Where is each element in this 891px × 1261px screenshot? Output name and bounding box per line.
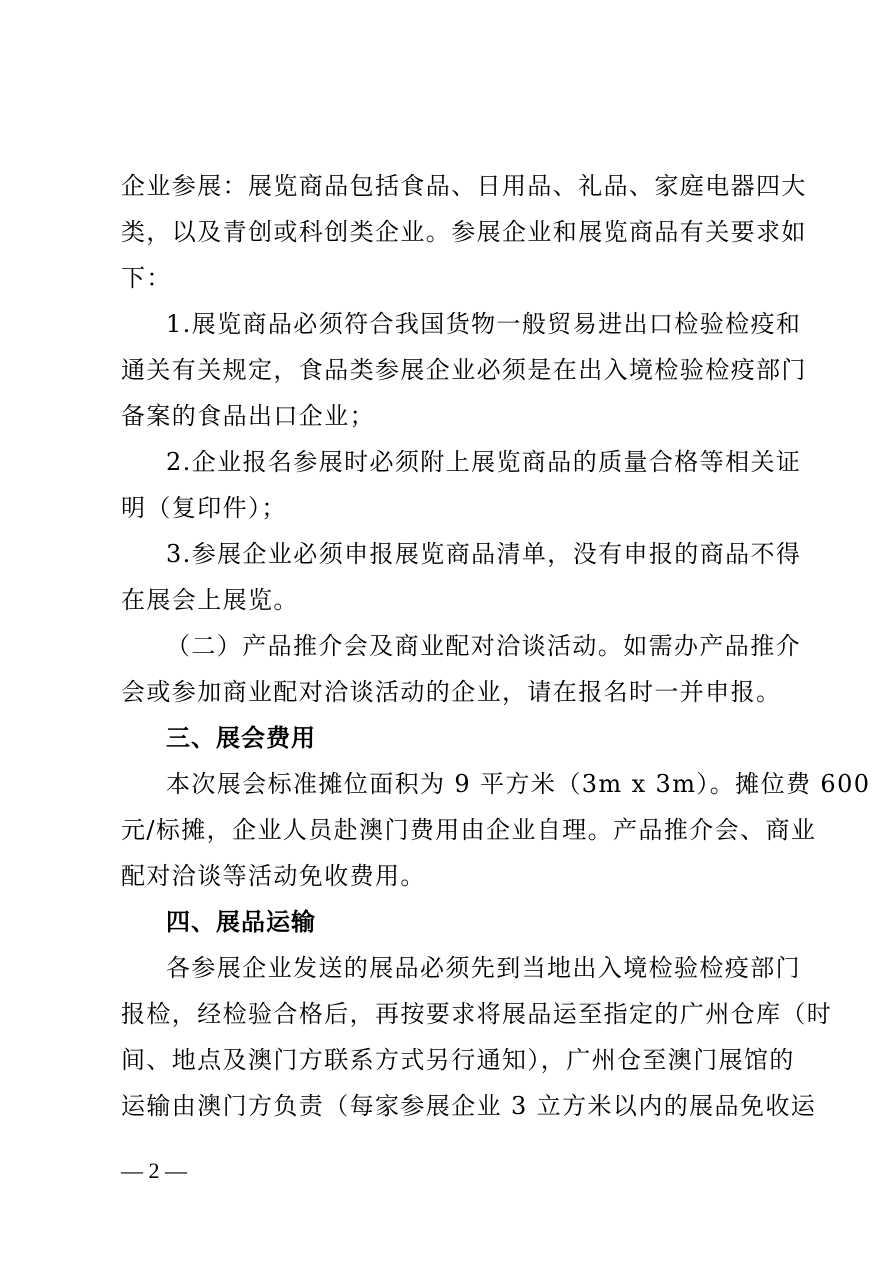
body-text-line: 备案的食品出口企业； (121, 402, 375, 430)
body-text-line: 下： (121, 264, 172, 292)
body-text-line: 企业参展：展览商品包括食品、日用品、礼品、家庭电器四大 (121, 172, 807, 200)
page-number: — 2 — (121, 1158, 187, 1183)
body-text-line: 报检，经检验合格后，再按要求将展品运至指定的广州仓库（时 (121, 1000, 833, 1028)
body-text-line: 类，以及青创或科创类企业。参展企业和展览商品有关要求如 (121, 218, 807, 246)
body-text-line: 各参展企业发送的展品必须先到当地出入境检验检疫部门 (166, 954, 801, 982)
body-text-line: 明（复印件）； (121, 494, 287, 522)
body-text-line: 会或参加商业配对洽谈活动的企业，请在报名时一并申报。 (121, 678, 782, 706)
section-heading-transport: 四、展品运输 (166, 908, 316, 936)
section-heading-fees: 三、展会费用 (166, 724, 316, 752)
body-text-line: 配对洽谈等活动免收费用。 (121, 862, 426, 890)
body-text-line: 本次展会标准摊位面积为 9 平方米（3m x 3m）。摊位费 600 (166, 770, 871, 798)
body-text-line: 2.企业报名参展时必须附上展览商品的质量合格等相关证 (166, 448, 802, 476)
body-text-line: 1.展览商品必须符合我国货物一般贸易进出口检验检疫和 (166, 310, 802, 338)
body-text-line: （二）产品推介会及商业配对洽谈活动。如需办产品推介 (166, 632, 801, 660)
body-text-line: 运输由澳门方负责（每家参展企业 3 立方米以内的展品免收运 (121, 1092, 817, 1120)
body-text-line: 通关有关规定，食品类参展企业必须是在出入境检验检疫部门 (121, 356, 807, 384)
body-text-line: 3.参展企业必须申报展览商品清单，没有申报的商品不得 (166, 540, 802, 568)
body-text-line: 在展会上展览。 (121, 586, 299, 614)
body-text-line: 间、地点及澳门方联系方式另行通知），广州仓至澳门展馆的 (121, 1046, 795, 1074)
body-text-line: 元/标摊，企业人员赴澳门费用由企业自理。产品推介会、商业 (121, 816, 817, 844)
